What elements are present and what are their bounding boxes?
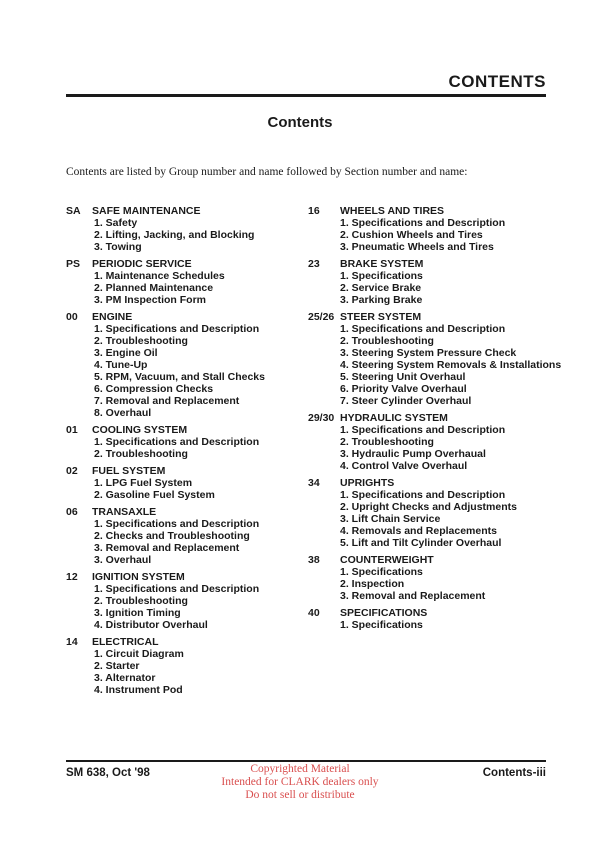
group-item: 2. Lifting, Jacking, and Blocking xyxy=(94,229,255,241)
group-heading xyxy=(66,258,308,270)
page-title: Contents xyxy=(267,114,333,131)
group-item: 1. Specifications and Description xyxy=(94,583,260,595)
toc-group xyxy=(308,412,566,472)
group-heading xyxy=(66,311,308,323)
group-title: TRANSAXLE xyxy=(92,506,157,518)
watermark-line: Do not sell or distribute xyxy=(245,789,355,801)
group-item: 2. Starter xyxy=(94,660,140,672)
toc-column-left xyxy=(66,205,308,701)
group-item: 2. Troubleshooting xyxy=(340,335,434,347)
group-heading xyxy=(66,506,308,518)
group-item: 5. Lift and Tilt Cylinder Overhaul xyxy=(340,537,502,549)
toc-group xyxy=(308,205,566,253)
group-item: 3. Hydraulic Pump Overhaual xyxy=(340,448,486,460)
group-title: STEER SYSTEM xyxy=(340,311,422,323)
toc-columns xyxy=(66,205,566,701)
group-item: 1. Specifications and Description xyxy=(340,424,506,436)
toc-group xyxy=(308,258,566,306)
group-item: 3. Removal and Replacement xyxy=(340,590,486,602)
group-heading xyxy=(66,571,308,583)
group-item: 5. RPM, Vacuum, and Stall Checks xyxy=(94,371,265,383)
toc-group xyxy=(66,636,308,696)
group-item: 1. Specifications xyxy=(340,270,423,282)
group-item: 4. Tune-Up xyxy=(94,359,148,371)
group-item: 2. Cushion Wheels and Tires xyxy=(340,229,483,241)
group-heading xyxy=(66,424,308,436)
group-item: 3. PM Inspection Form xyxy=(94,294,207,306)
group-item: 4. Distributor Overhaul xyxy=(94,619,208,631)
group-item: 1. Specifications xyxy=(340,566,423,578)
toc-group xyxy=(66,571,308,631)
group-code: 38 xyxy=(308,554,320,566)
group-title: FUEL SYSTEM xyxy=(92,465,166,477)
toc-group xyxy=(308,477,566,549)
toc-group xyxy=(308,311,566,407)
group-title: UPRIGHTS xyxy=(340,477,395,489)
group-code: 40 xyxy=(308,607,320,619)
group-item: 2. Service Brake xyxy=(340,282,422,294)
watermark-line: Intended for CLARK dealers only xyxy=(221,776,379,788)
toc-group xyxy=(66,506,308,566)
group-item: 7. Steer Cylinder Overhaul xyxy=(340,395,472,407)
group-item: 6. Priority Valve Overhaul xyxy=(340,383,467,395)
group-item: 1. Specifications and Description xyxy=(340,323,506,335)
group-item: 3. Removal and Replacement xyxy=(94,542,240,554)
toc-column-right xyxy=(308,205,566,636)
group-item: 2. Inspection xyxy=(340,578,405,590)
group-item: 3. Parking Brake xyxy=(340,294,423,306)
group-item: 3. Steering System Pressure Check xyxy=(340,347,517,359)
group-item: 7. Removal and Replacement xyxy=(94,395,240,407)
group-title: PERIODIC SERVICE xyxy=(92,258,192,270)
group-heading xyxy=(308,311,566,323)
toc-group xyxy=(66,311,308,419)
group-item: 2. Gasoline Fuel System xyxy=(94,489,215,501)
footer-page-number: Contents-iii xyxy=(482,767,546,779)
toc-group xyxy=(66,424,308,460)
group-item: 1. Specifications and Description xyxy=(94,323,260,335)
group-heading xyxy=(308,607,566,619)
group-title: COUNTERWEIGHT xyxy=(340,554,434,566)
toc-group xyxy=(308,607,566,631)
group-heading xyxy=(66,205,308,217)
group-heading xyxy=(308,205,566,217)
group-code: 25/26 xyxy=(308,311,335,323)
group-title: ELECTRICAL xyxy=(92,636,159,648)
group-title: BRAKE SYSTEM xyxy=(340,258,424,270)
group-item: 1. Specifications and Description xyxy=(340,217,506,229)
group-code: PS xyxy=(66,258,81,270)
group-code: 02 xyxy=(66,465,78,477)
toc-group xyxy=(308,554,566,602)
group-title: HYDRAULIC SYSTEM xyxy=(340,412,448,424)
group-item: 2. Troubleshooting xyxy=(94,335,188,347)
group-item: 3. Ignition Timing xyxy=(94,607,181,619)
group-item: 3. Overhaul xyxy=(94,554,152,566)
group-item: 1. Specifications and Description xyxy=(340,489,506,501)
group-item: 1. Safety xyxy=(94,217,138,229)
group-heading xyxy=(308,554,566,566)
group-item: 1. Specifications and Description xyxy=(94,436,260,448)
group-heading xyxy=(66,636,308,648)
group-item: 3. Towing xyxy=(94,241,142,253)
group-item: 6. Compression Checks xyxy=(94,383,214,395)
group-heading xyxy=(66,465,308,477)
intro-text: Contents are listed by Group number and name followed by Section number and name: xyxy=(66,166,468,178)
group-title: WHEELS AND TIRES xyxy=(340,205,445,217)
group-heading xyxy=(308,258,566,270)
group-code: 16 xyxy=(308,205,320,217)
toc-group xyxy=(66,465,308,501)
group-code: 23 xyxy=(308,258,320,270)
group-code: 06 xyxy=(66,506,78,518)
group-item: 4. Control Valve Overhaul xyxy=(340,460,468,472)
footer-manual-id: SM 638, Oct '98 xyxy=(66,767,150,779)
group-code: 29/30 xyxy=(308,412,335,424)
footer-rule xyxy=(66,760,546,762)
toc-group xyxy=(66,205,308,253)
group-item: 4. Instrument Pod xyxy=(94,684,183,696)
group-code: 00 xyxy=(66,311,78,323)
group-item: 3. Lift Chain Service xyxy=(340,513,441,525)
group-item: 1. Specifications and Description xyxy=(94,518,260,530)
group-item: 1. Maintenance Schedules xyxy=(94,270,225,282)
group-item: 2. Troubleshooting xyxy=(340,436,434,448)
group-code: 34 xyxy=(308,477,320,489)
group-item: 5. Steering Unit Overhaul xyxy=(340,371,466,383)
group-item: 8. Overhaul xyxy=(94,407,152,419)
group-heading xyxy=(308,477,566,489)
toc-group xyxy=(66,258,308,306)
group-code: SA xyxy=(66,205,81,217)
group-item: 3. Pneumatic Wheels and Tires xyxy=(340,241,494,253)
group-item: 2. Upright Checks and Adjustments xyxy=(340,501,517,513)
group-code: 14 xyxy=(66,636,78,648)
group-item: 3. Engine Oil xyxy=(94,347,158,359)
group-title: ENGINE xyxy=(92,311,133,323)
group-item: 4. Removals and Replacements xyxy=(340,525,497,537)
group-title: IGNITION SYSTEM xyxy=(92,571,185,583)
group-item: 1. Circuit Diagram xyxy=(94,648,184,660)
group-heading xyxy=(308,412,566,424)
group-item: 1. Specifications xyxy=(340,619,423,631)
group-item: 2. Troubleshooting xyxy=(94,448,188,460)
header-rule xyxy=(66,94,546,97)
group-item: 2. Troubleshooting xyxy=(94,595,188,607)
group-title: COOLING SYSTEM xyxy=(92,424,188,436)
page-header-label: CONTENTS xyxy=(448,72,546,91)
group-item: 2. Checks and Troubleshooting xyxy=(94,530,250,542)
group-item: 2. Planned Maintenance xyxy=(94,282,214,294)
group-code: 01 xyxy=(66,424,78,436)
group-title: SPECIFICATIONS xyxy=(340,607,428,619)
group-item: 3. Alternator xyxy=(94,672,156,684)
group-code: 12 xyxy=(66,571,78,583)
group-title: SAFE MAINTENANCE xyxy=(92,205,201,217)
group-item: 1. LPG Fuel System xyxy=(94,477,193,489)
watermark-line: Copyrighted Material xyxy=(250,763,350,775)
group-item: 4. Steering System Removals & Installations xyxy=(340,359,562,371)
